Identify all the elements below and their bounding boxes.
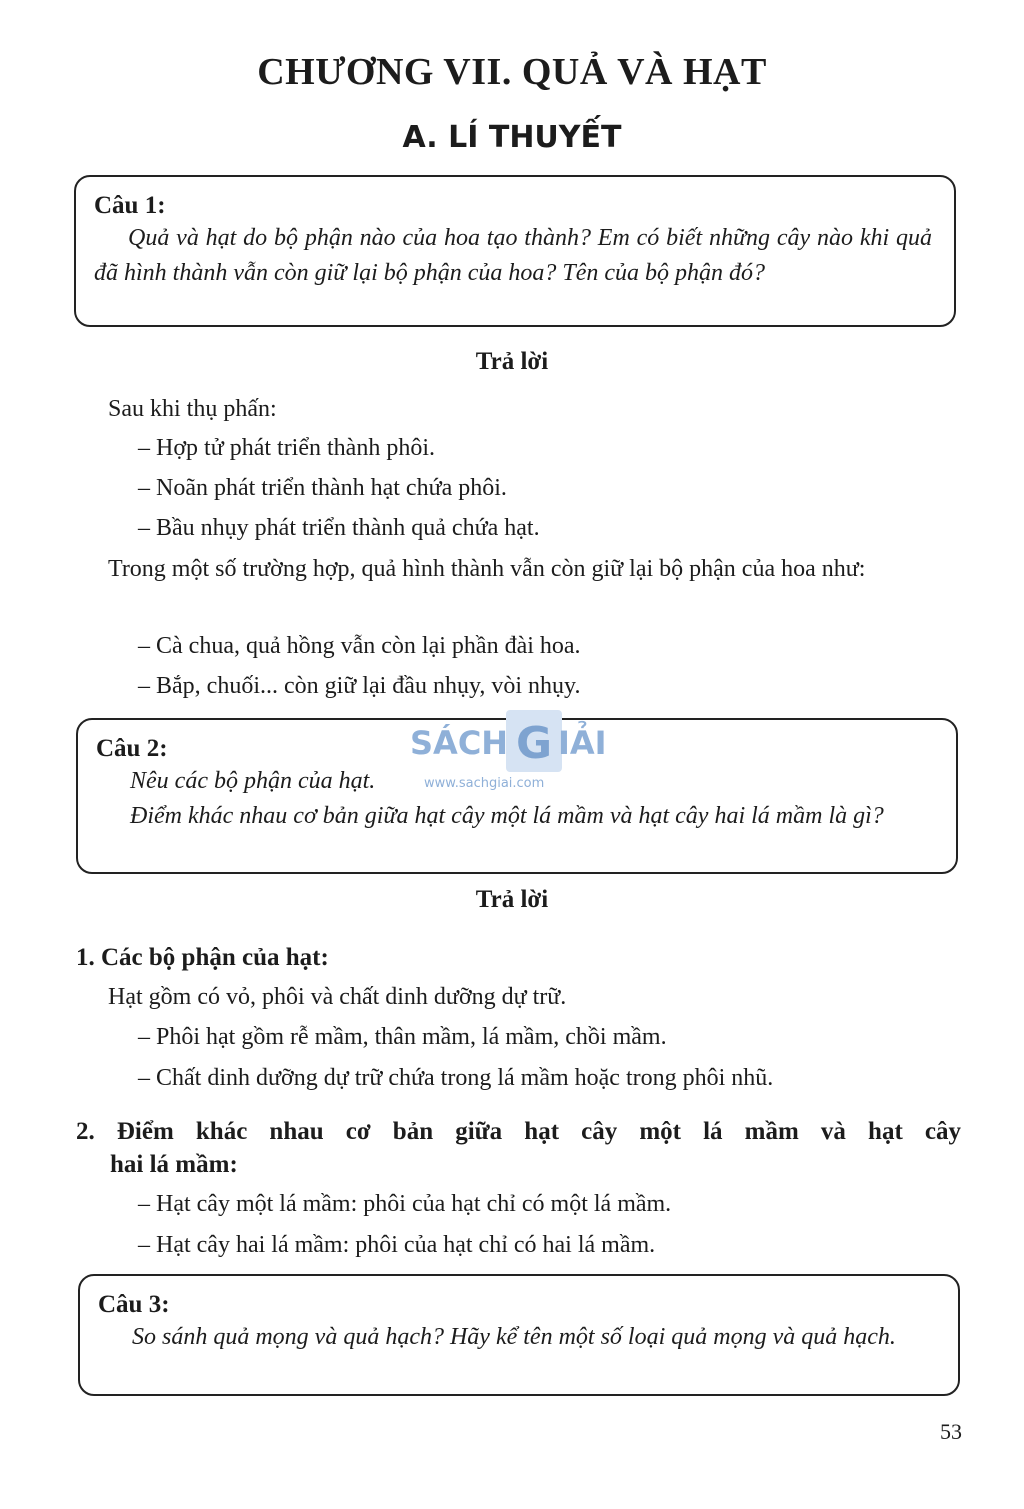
page-number: 53: [940, 1419, 962, 1444]
answer-2-heading-1: 1. Các bộ phận của hạt:: [76, 944, 329, 971]
answer-1-bullet: – Hợp tử phát triển thành phôi.: [138, 435, 435, 461]
question-1-title: Câu 1:: [94, 192, 166, 219]
question-1-text: Quả và hạt do bộ phận nào của hoa tạo thành? Em có biết những cây nào khi quả đã hình thành vẫn còn giữ lại bộ phận của hoa? Tên của bộ phận đó?: [94, 225, 932, 286]
answer-1-bullet: – Bắp, chuối... còn giữ lại đầu nhụy, vòi nhụy.: [138, 673, 581, 699]
question-1-box: [74, 175, 956, 327]
watermark-mid: G: [516, 718, 553, 769]
answer-2-paragraph: Hạt gồm có vỏ, phôi và chất dinh dưỡng dự trữ.: [108, 984, 567, 1010]
question-2-line-1: Nêu các bộ phận của hạt.: [130, 768, 376, 794]
answer-1-bullet: – Cà chua, quả hồng vẫn còn lại phần đài hoa.: [138, 633, 581, 659]
watermark: [408, 706, 618, 796]
section-title: A. LÍ THUYẾT: [402, 120, 622, 155]
answer-2-bullet: – Chất dinh dưỡng dự trữ chứa trong lá mầm hoặc trong phôi nhũ.: [138, 1065, 774, 1091]
watermark-url: www.sachgiai.com: [424, 776, 545, 791]
question-2-line-2: Điểm khác nhau cơ bản giữa hạt cây một lá mầm và hạt cây hai lá mầm là gì?: [130, 803, 884, 829]
answer-1-bullet: – Bầu nhụy phát triển thành quả chứa hạt.: [138, 515, 540, 541]
watermark-right: IẢI: [558, 724, 607, 762]
answer-2-bullet: – Hạt cây hai lá mầm: phôi của hạt chỉ có hai lá mầm.: [138, 1232, 656, 1258]
answer-2-heading-2-line-1: 2. Điểm khác nhau cơ bản giữa hạt cây một lá mầm và hạt cây: [76, 1118, 961, 1145]
answer-2-heading-2-line-2: hai lá mầm:: [110, 1151, 238, 1178]
answer-1-bullet: – Noãn phát triển thành hạt chứa phôi.: [138, 475, 507, 501]
chapter-title: CHƯƠNG VII. QUẢ VÀ HẠT: [257, 51, 767, 93]
question-3-title: Câu 3:: [98, 1291, 170, 1318]
answer-1-heading: Trả lời: [475, 348, 549, 375]
answer-2-bullet: – Hạt cây một lá mầm: phôi của hạt chỉ có một lá mầm.: [138, 1191, 672, 1217]
question-3-text: So sánh quả mọng và quả hạch? Hãy kể tên một số loại quả mọng và quả hạch.: [132, 1324, 896, 1350]
question-2-title: Câu 2:: [96, 735, 168, 762]
question-3-box: [78, 1274, 960, 1396]
answer-2-heading-2: [76, 1115, 961, 1181]
answer-1-intro: Sau khi thụ phấn:: [108, 396, 277, 422]
answer-2-bullet: – Phôi hạt gồm rễ mầm, thân mầm, lá mầm, chồi mầm.: [138, 1024, 667, 1050]
answer-1-paragraph: Trong một số trường hợp, quả hình thành vẫn còn giữ lại bộ phận của hoa như:: [108, 556, 866, 582]
watermark-left: SÁCH: [410, 724, 509, 762]
answer-2-heading: Trả lời: [475, 886, 549, 913]
